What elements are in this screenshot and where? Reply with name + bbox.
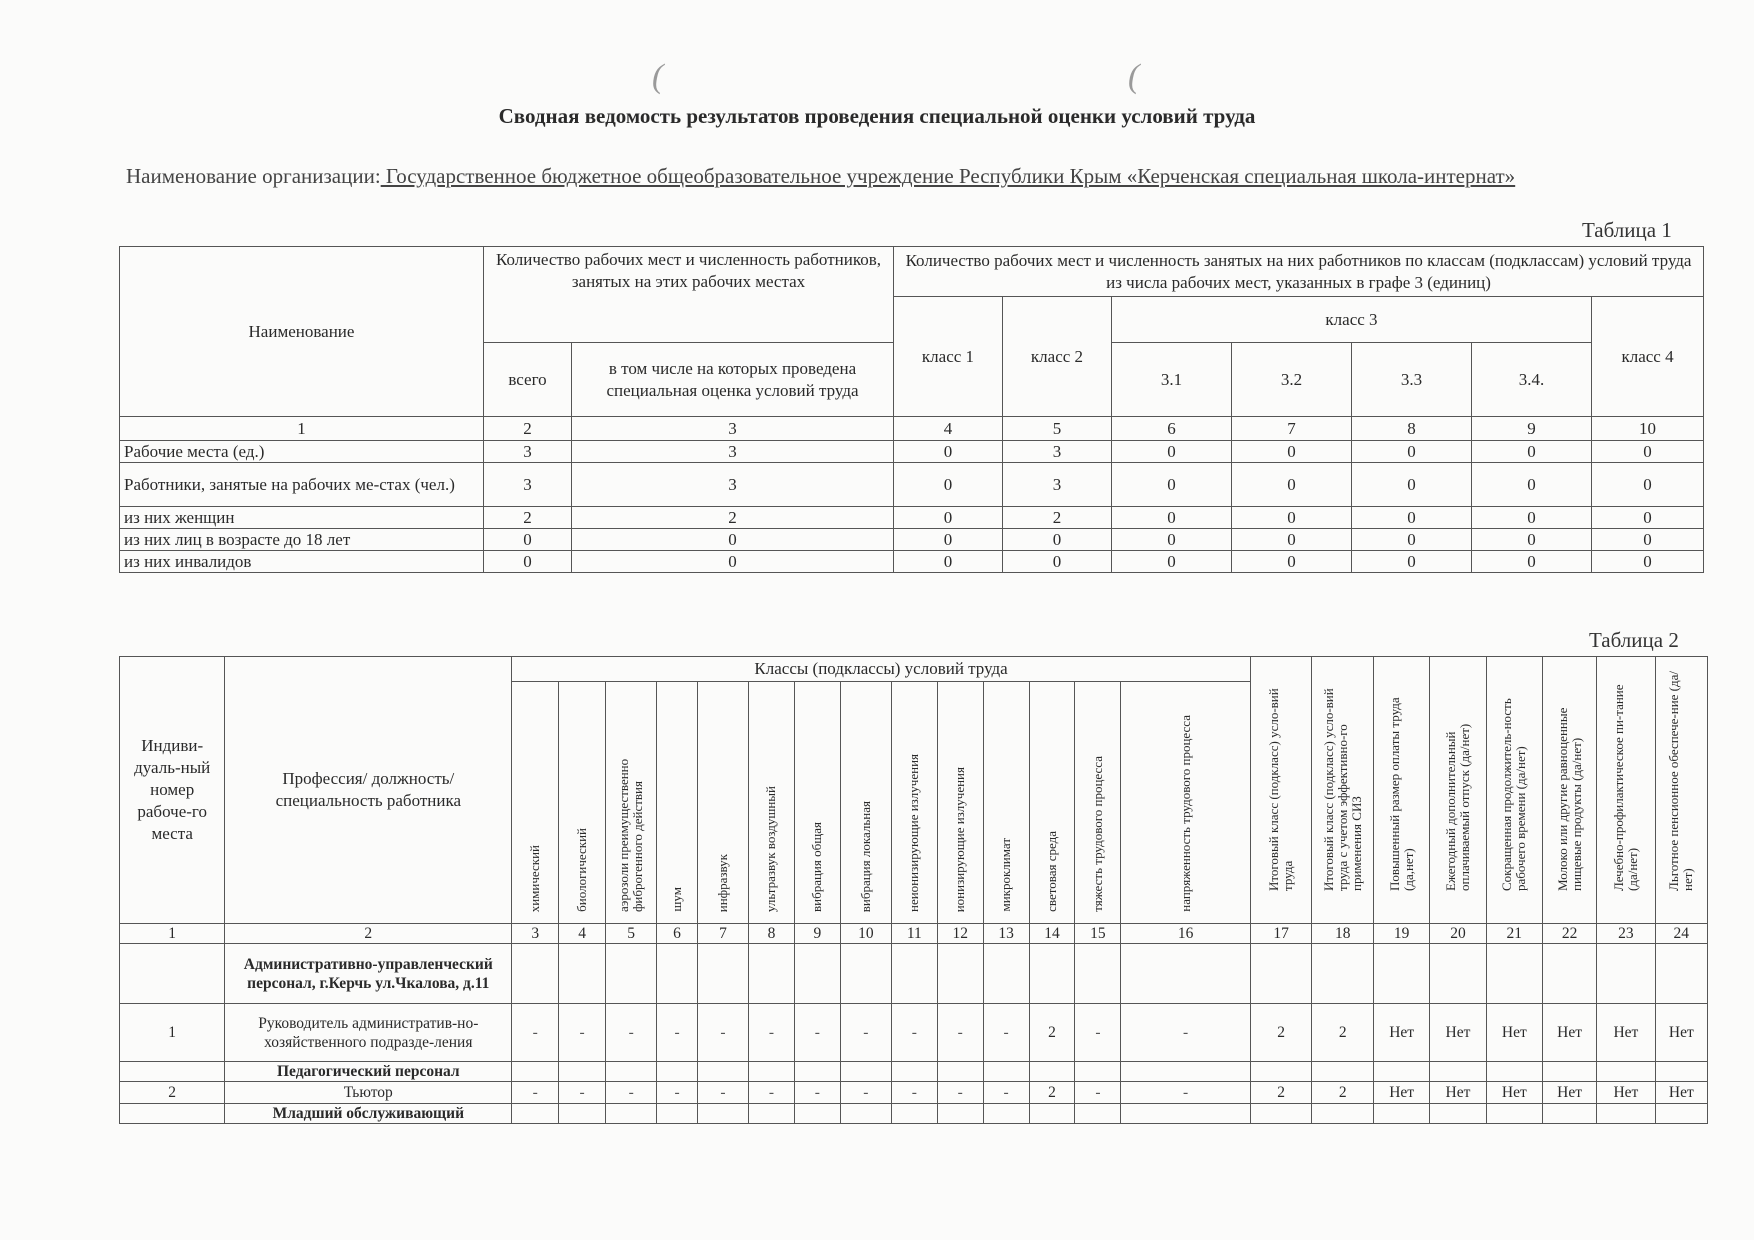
cell-value: Нет xyxy=(1597,1004,1655,1062)
col-header-extra xyxy=(1250,657,1312,924)
table-row xyxy=(120,551,1704,573)
cell-value: - xyxy=(1121,1004,1251,1062)
column-number: 1 xyxy=(120,924,225,944)
cell-value: - xyxy=(840,1082,891,1104)
empty-cell xyxy=(1597,1062,1655,1082)
column-number: 19 xyxy=(1373,924,1429,944)
cell-value: - xyxy=(749,1082,795,1104)
cell-value: 0 xyxy=(572,529,894,551)
empty-cell xyxy=(749,1062,795,1082)
col-header-extra-label: Лечебно-профилактическое пи-тание (да/нет) xyxy=(1610,684,1640,891)
column-number: 9 xyxy=(794,924,840,944)
cell-value: 0 xyxy=(894,551,1003,573)
cell-value: - xyxy=(983,1004,1029,1062)
column-number: 5 xyxy=(1003,417,1112,441)
column-number: 8 xyxy=(749,924,795,944)
empty-cell xyxy=(840,944,891,1004)
cell-value: 0 xyxy=(1003,551,1112,573)
empty-cell xyxy=(657,1062,698,1082)
empty-cell xyxy=(794,1104,840,1124)
col-header-factor-label: аэрозоли преимущественно фиброгенного действия xyxy=(616,758,646,912)
col-header-classes: Количество рабочих мест и численность занятых на них работников по классам (подклассам) условий труда из числа рабочих мест, указанных в графе 3 (единиц) xyxy=(894,247,1704,297)
empty-cell xyxy=(512,1062,559,1082)
column-number: 18 xyxy=(1312,924,1374,944)
cell-value: 2 xyxy=(1003,507,1112,529)
col-header-extra xyxy=(1542,657,1596,924)
table-row xyxy=(120,1082,1708,1104)
cell-value: 0 xyxy=(1592,551,1704,573)
col-header-factor-label: ионизирующие излучения xyxy=(952,766,968,912)
column-number: 6 xyxy=(1112,417,1232,441)
row-label: из них женщин xyxy=(120,507,484,529)
cell-value: 3 xyxy=(572,441,894,463)
cell-value: 0 xyxy=(894,529,1003,551)
cell-value: 0 xyxy=(1112,507,1232,529)
empty-cell xyxy=(606,1062,657,1082)
cell-value: - xyxy=(657,1004,698,1062)
col-header-work-classes: Классы (подклассы) условий труда xyxy=(512,657,1251,682)
col-header-factor-label: биологический xyxy=(574,828,590,912)
cell-value: - xyxy=(840,1004,891,1062)
column-number: 16 xyxy=(1121,924,1251,944)
cell-value: Нет xyxy=(1430,1082,1486,1104)
empty-cell xyxy=(1121,944,1251,1004)
cell-value: 0 xyxy=(1232,463,1352,507)
cell-value: - xyxy=(891,1082,937,1104)
cell-value: - xyxy=(1075,1082,1121,1104)
cell-value: - xyxy=(794,1004,840,1062)
col-header-3-4: 3.4. xyxy=(1472,343,1592,417)
cell-value: - xyxy=(749,1004,795,1062)
cell-value: 0 xyxy=(572,551,894,573)
column-number: 2 xyxy=(484,417,572,441)
col-header-3-1: 3.1 xyxy=(1112,343,1232,417)
column-number: 10 xyxy=(1592,417,1704,441)
empty-cell xyxy=(937,944,983,1004)
empty-cell xyxy=(1430,1062,1486,1082)
col-header-factor xyxy=(657,682,698,924)
column-number: 14 xyxy=(1029,924,1075,944)
cell-value: 2 xyxy=(1312,1082,1374,1104)
cell-value: 0 xyxy=(1472,441,1592,463)
empty-cell xyxy=(1373,1104,1429,1124)
cell-value: - xyxy=(559,1004,606,1062)
workplace-id: 2 xyxy=(120,1082,225,1104)
empty-cell xyxy=(1655,944,1707,1004)
section-row xyxy=(120,1104,1708,1124)
col-header-profession: Профессия/ должность/ специальность работника xyxy=(225,657,512,924)
cell-value: 0 xyxy=(894,441,1003,463)
empty-cell xyxy=(749,1104,795,1124)
cell-value: - xyxy=(1121,1082,1251,1104)
empty-cell xyxy=(559,1104,606,1124)
empty-cell xyxy=(1121,1062,1251,1082)
organization-line xyxy=(126,162,1686,190)
col-header-extra-label: Ежегодный дополнительный оплачиваемый отпуск (да/нет) xyxy=(1442,723,1472,891)
cell-value: 3 xyxy=(484,441,572,463)
column-number: 13 xyxy=(983,924,1029,944)
empty-cell xyxy=(1029,1062,1075,1082)
cell-value: 0 xyxy=(484,529,572,551)
empty-cell xyxy=(1373,1062,1429,1082)
row-label: Работники, занятые на рабочих ме-стах (чел.) xyxy=(120,463,484,507)
column-number: 7 xyxy=(1232,417,1352,441)
column-number-row xyxy=(120,924,1708,944)
cell-value: 0 xyxy=(1592,507,1704,529)
column-number: 24 xyxy=(1655,924,1707,944)
empty-cell xyxy=(937,1062,983,1082)
cell-value: 0 xyxy=(1352,551,1472,573)
empty-cell xyxy=(1121,1104,1251,1124)
col-header-factor-label: микроклимат xyxy=(998,838,1014,912)
cell-value: 0 xyxy=(894,463,1003,507)
empty-cell xyxy=(1430,1104,1486,1124)
col-header-factor xyxy=(794,682,840,924)
col-header-factor-label: вибрация общая xyxy=(809,822,825,912)
table-row xyxy=(120,529,1704,551)
empty-cell xyxy=(983,1104,1029,1124)
column-number: 2 xyxy=(225,924,512,944)
cell-value: Нет xyxy=(1430,1004,1486,1062)
cell-value: 2 xyxy=(484,507,572,529)
col-header-class3: класс 3 xyxy=(1112,297,1592,343)
col-header-factor xyxy=(937,682,983,924)
cell-value: - xyxy=(512,1004,559,1062)
workplace-table xyxy=(119,656,1708,1124)
empty-cell xyxy=(1075,944,1121,1004)
empty-cell xyxy=(1250,1104,1312,1124)
column-number: 11 xyxy=(891,924,937,944)
profession: Руководитель административ-но-хозяйственного подразде-ления xyxy=(225,1004,512,1062)
cell-value: 0 xyxy=(1232,529,1352,551)
column-number: 22 xyxy=(1542,924,1596,944)
column-number: 7 xyxy=(697,924,748,944)
col-header-extra-label: Сокращенная продолжитель-ность рабочего времени (да/нет) xyxy=(1499,698,1529,891)
col-header-class4: класс 4 xyxy=(1592,297,1704,417)
col-header-name: Наименование xyxy=(120,247,484,417)
col-header-factor xyxy=(697,682,748,924)
section-row xyxy=(120,944,1708,1004)
column-number: 5 xyxy=(606,924,657,944)
section-row xyxy=(120,1062,1708,1082)
cell-value: 0 xyxy=(1112,551,1232,573)
col-header-factor-label: шум xyxy=(669,887,685,912)
empty-cell xyxy=(1430,944,1486,1004)
empty-cell xyxy=(1597,1104,1655,1124)
empty-cell xyxy=(1075,1062,1121,1082)
workplace-id: 1 xyxy=(120,1004,225,1062)
col-header-factor-label: напряженность трудового процесса xyxy=(1177,715,1193,912)
empty-cell xyxy=(840,1104,891,1124)
column-number: 3 xyxy=(572,417,894,441)
col-header-class2: класс 2 xyxy=(1003,297,1112,417)
empty-cell xyxy=(1250,944,1312,1004)
empty-cell xyxy=(697,944,748,1004)
cell-value: 3 xyxy=(484,463,572,507)
empty-cell xyxy=(1542,1062,1596,1082)
col-header-extra xyxy=(1430,657,1486,924)
table2-caption: Таблица 2 xyxy=(1589,628,1679,652)
cell-value: 0 xyxy=(1352,463,1472,507)
column-number: 1 xyxy=(120,417,484,441)
cell-value: - xyxy=(937,1082,983,1104)
col-header-total: всего xyxy=(484,343,572,417)
col-header-workplace-id: Индиви-дуаль-ный номер рабоче-го места xyxy=(120,657,225,924)
col-header-extra-label: Льготное пенсионное обеспече-ние (да/нет) xyxy=(1666,670,1696,891)
col-header-sout: в том числе на которых проведена специальная оценка условий труда xyxy=(572,343,894,417)
empty-cell xyxy=(983,944,1029,1004)
column-number: 8 xyxy=(1352,417,1472,441)
empty-cell xyxy=(1597,944,1655,1004)
cell-value: - xyxy=(512,1082,559,1104)
col-header-3-3: 3.3 xyxy=(1352,343,1472,417)
column-number: 4 xyxy=(894,417,1003,441)
empty-cell xyxy=(794,1062,840,1082)
col-header-extra-label: Итоговый класс (подкласс) усло-вий труда xyxy=(1266,688,1296,891)
cell-value: 0 xyxy=(1352,441,1472,463)
column-number: 12 xyxy=(937,924,983,944)
column-number: 6 xyxy=(657,924,698,944)
cell-value: 0 xyxy=(1352,507,1472,529)
cell-value: Нет xyxy=(1486,1082,1542,1104)
empty-cell xyxy=(840,1062,891,1082)
col-header-extra xyxy=(1486,657,1542,924)
column-number: 9 xyxy=(1472,417,1592,441)
table1-caption: Таблица 1 xyxy=(1582,218,1672,242)
empty-cell xyxy=(1486,944,1542,1004)
col-header-3-2: 3.2 xyxy=(1232,343,1352,417)
cell-value: 0 xyxy=(1592,529,1704,551)
row-label: Рабочие места (ед.) xyxy=(120,441,484,463)
cell-value: Нет xyxy=(1373,1082,1429,1104)
cell-value: - xyxy=(657,1082,698,1104)
col-header-factor-label: тяжесть трудового процесса xyxy=(1089,756,1105,912)
cell-value: 0 xyxy=(484,551,572,573)
col-header-factor xyxy=(606,682,657,924)
cell-value: - xyxy=(606,1082,657,1104)
cell-value: 3 xyxy=(572,463,894,507)
col-header-factor-label: химический xyxy=(527,844,543,912)
cell-value: 0 xyxy=(1472,551,1592,573)
col-header-extra xyxy=(1597,657,1655,924)
col-header-factor xyxy=(1029,682,1075,924)
col-header-class1: класс 1 xyxy=(894,297,1003,417)
col-header-extra-label: Итоговый класс (подкласс) усло-вий труда с учетом эффективно-го применения СИЗ xyxy=(1320,688,1364,891)
empty-cell xyxy=(1029,1104,1075,1124)
cell-value: 0 xyxy=(1112,529,1232,551)
col-header-extra xyxy=(1373,657,1429,924)
empty-cell xyxy=(983,1062,1029,1082)
section-id-cell xyxy=(120,1104,225,1124)
cell-value: 2 xyxy=(1250,1082,1312,1104)
cell-value: 0 xyxy=(1232,551,1352,573)
col-header-count: Количество рабочих мест и численность работников, занятых на этих рабочих местах xyxy=(484,247,894,343)
section-title: Педагогический персонал xyxy=(225,1062,512,1082)
col-header-factor xyxy=(891,682,937,924)
empty-cell xyxy=(1029,944,1075,1004)
table-row xyxy=(120,1004,1708,1062)
cell-value: 2 xyxy=(1029,1082,1075,1104)
column-number: 20 xyxy=(1430,924,1486,944)
col-header-factor xyxy=(1075,682,1121,924)
col-header-factor xyxy=(512,682,559,924)
empty-cell xyxy=(512,1104,559,1124)
col-header-factor xyxy=(1121,682,1251,924)
pen-mark-right: ( xyxy=(1128,58,1140,95)
cell-value: 2 xyxy=(1312,1004,1374,1062)
empty-cell xyxy=(1250,1062,1312,1082)
cell-value: 2 xyxy=(1250,1004,1312,1062)
cell-value: 2 xyxy=(572,507,894,529)
empty-cell xyxy=(606,944,657,1004)
cell-value: 0 xyxy=(894,507,1003,529)
profession: Тьютор xyxy=(225,1082,512,1104)
col-header-factor-label: вибрация локальная xyxy=(857,800,873,912)
table-row xyxy=(120,463,1704,507)
col-header-factor xyxy=(983,682,1029,924)
column-number: 23 xyxy=(1597,924,1655,944)
document-title: Сводная ведомость результатов проведения специальной оценки условий труда xyxy=(498,104,1256,128)
empty-cell xyxy=(1312,1104,1374,1124)
empty-cell xyxy=(1655,1062,1707,1082)
cell-value: 0 xyxy=(1472,463,1592,507)
empty-cell xyxy=(1486,1104,1542,1124)
empty-cell xyxy=(1312,1062,1374,1082)
col-header-extra-label: Молоко или другие равноценные пищевые продукты (да/нет) xyxy=(1554,707,1584,891)
empty-cell xyxy=(1075,1104,1121,1124)
section-title: Младший обслуживающий xyxy=(225,1104,512,1124)
empty-cell xyxy=(512,944,559,1004)
empty-cell xyxy=(891,1062,937,1082)
empty-cell xyxy=(1373,944,1429,1004)
column-number: 10 xyxy=(840,924,891,944)
empty-cell xyxy=(891,1104,937,1124)
cell-value: Нет xyxy=(1542,1082,1596,1104)
cell-value: 0 xyxy=(1112,441,1232,463)
col-header-factor xyxy=(749,682,795,924)
cell-value: Нет xyxy=(1655,1082,1707,1104)
empty-cell xyxy=(1486,1062,1542,1082)
empty-cell xyxy=(749,944,795,1004)
column-number: 4 xyxy=(559,924,606,944)
empty-cell xyxy=(891,944,937,1004)
cell-value: 0 xyxy=(1112,463,1232,507)
cell-value: 0 xyxy=(1352,529,1472,551)
empty-cell xyxy=(1312,944,1374,1004)
cell-value: 0 xyxy=(1003,529,1112,551)
pen-mark-left: ( xyxy=(652,58,664,95)
col-header-factor-label: инфразвук xyxy=(714,853,730,912)
cell-value: Нет xyxy=(1597,1082,1655,1104)
row-label: из них инвалидов xyxy=(120,551,484,573)
empty-cell xyxy=(1542,944,1596,1004)
cell-value: 3 xyxy=(1003,441,1112,463)
column-number: 15 xyxy=(1075,924,1121,944)
col-header-extra-label: Повышенный размер оплаты труда (да,нет) xyxy=(1386,697,1416,891)
empty-cell xyxy=(697,1104,748,1124)
col-header-factor-label: неионизирующие излучения xyxy=(906,754,922,912)
cell-value: - xyxy=(937,1004,983,1062)
section-id-cell xyxy=(120,944,225,1004)
cell-value: 0 xyxy=(1472,529,1592,551)
col-header-factor-label: световая среда xyxy=(1044,831,1059,912)
cell-value: - xyxy=(891,1004,937,1062)
section-id-cell xyxy=(120,1062,225,1082)
cell-value: - xyxy=(606,1004,657,1062)
col-header-factor xyxy=(559,682,606,924)
cell-value: Нет xyxy=(1655,1004,1707,1062)
cell-value: 2 xyxy=(1029,1004,1075,1062)
cell-value: 0 xyxy=(1232,507,1352,529)
cell-value: - xyxy=(697,1082,748,1104)
cell-value: - xyxy=(794,1082,840,1104)
empty-cell xyxy=(1655,1104,1707,1124)
col-header-extra xyxy=(1312,657,1374,924)
column-number-row xyxy=(120,417,1704,441)
empty-cell xyxy=(657,944,698,1004)
empty-cell xyxy=(937,1104,983,1124)
col-header-factor xyxy=(840,682,891,924)
cell-value: 3 xyxy=(1003,463,1112,507)
section-title: Административно-управленческий персонал, г.Керчь ул.Чкалова, д.11 xyxy=(225,944,512,1004)
row-label: из них лиц в возрасте до 18 лет xyxy=(120,529,484,551)
empty-cell xyxy=(794,944,840,1004)
column-number: 3 xyxy=(512,924,559,944)
cell-value: - xyxy=(1075,1004,1121,1062)
empty-cell xyxy=(606,1104,657,1124)
cell-value: Нет xyxy=(1373,1004,1429,1062)
cell-value: - xyxy=(697,1004,748,1062)
cell-value: 0 xyxy=(1472,507,1592,529)
cell-value: 0 xyxy=(1592,463,1704,507)
cell-value: - xyxy=(983,1082,1029,1104)
empty-cell xyxy=(657,1104,698,1124)
empty-cell xyxy=(1542,1104,1596,1124)
table-row xyxy=(120,441,1704,463)
cell-value: - xyxy=(559,1082,606,1104)
column-number: 17 xyxy=(1250,924,1312,944)
table-row xyxy=(120,507,1704,529)
column-number: 21 xyxy=(1486,924,1542,944)
col-header-extra xyxy=(1655,657,1707,924)
cell-value: Нет xyxy=(1542,1004,1596,1062)
empty-cell xyxy=(697,1062,748,1082)
organization-name: Государственное бюджетное общеобразовательное учреждение Республики Крым «Керченская специальная школа-интернат» xyxy=(380,164,1516,188)
cell-value: 0 xyxy=(1232,441,1352,463)
cell-value: Нет xyxy=(1486,1004,1542,1062)
empty-cell xyxy=(559,944,606,1004)
cell-value: 0 xyxy=(1592,441,1704,463)
empty-cell xyxy=(559,1062,606,1082)
summary-table xyxy=(119,246,1704,573)
col-header-factor-label: ультразвук воздушный xyxy=(763,785,779,912)
organization-label: Наименование организации: xyxy=(126,164,381,188)
